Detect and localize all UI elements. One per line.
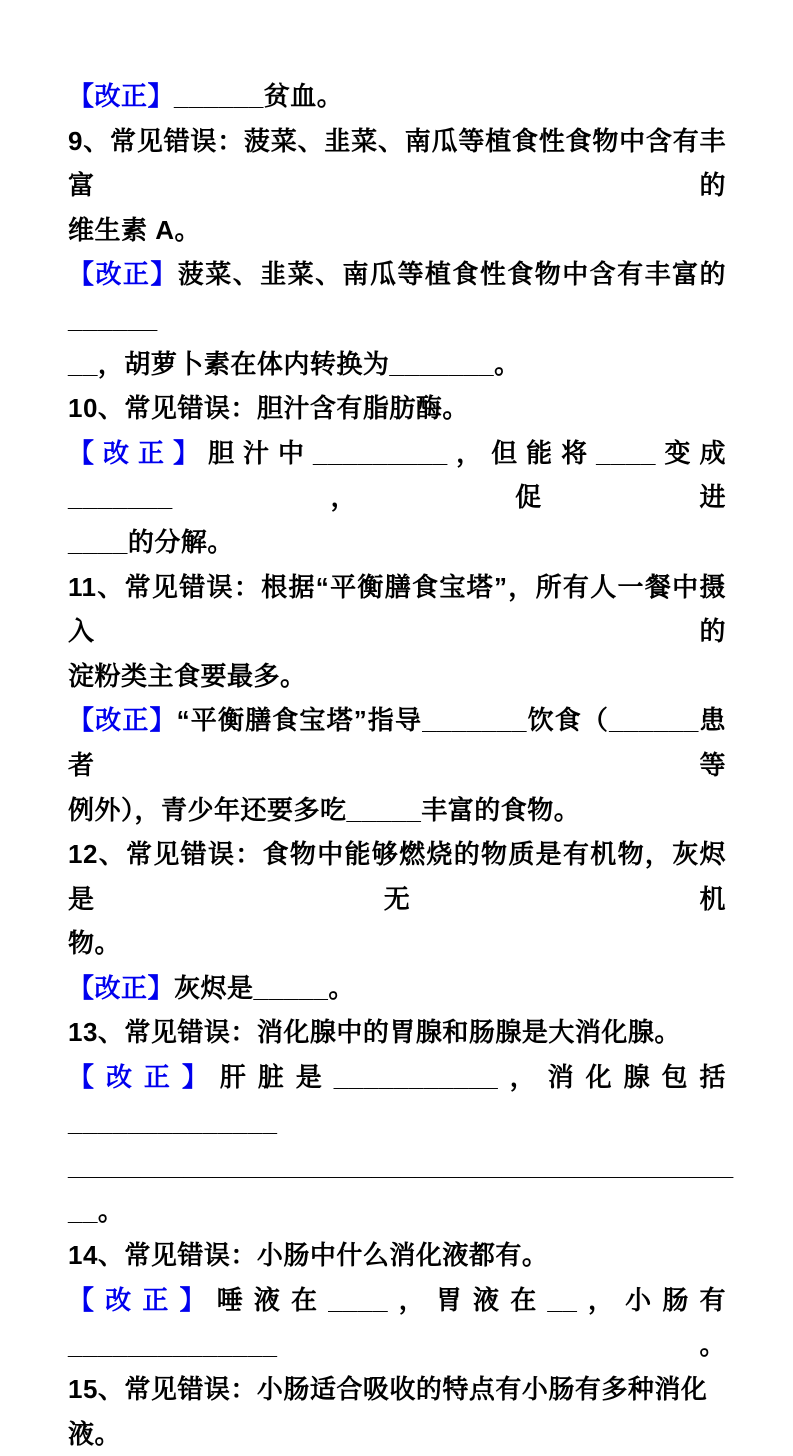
doc-line-error-15 [68, 1367, 726, 1456]
doc-line-correction-9-cont [68, 342, 726, 387]
doc-line-text: “平衡膳食宝塔”指导_______饮食（______患者等 [68, 705, 726, 780]
correction-marker: 【改正】 [68, 81, 175, 111]
doc-line-error-12 [68, 832, 726, 921]
doc-line-text: 胆汁中_________，但能将____变成_______，促进 [68, 437, 726, 513]
doc-line-text: 15、常见错误：小肠适合吸收的特点有小肠有多种消化液。 [68, 1374, 708, 1449]
doc-line-text: 物。 [68, 928, 122, 959]
doc-line-text: 灰烬是_____。 [174, 972, 355, 1003]
doc-line-error-11 [68, 565, 726, 654]
doc-line-text: 10、常见错误：胆汁含有脂肪酶。 [68, 393, 469, 424]
doc-line-correction-11-cont [68, 788, 726, 833]
doc-line-error-9-cont [68, 208, 726, 253]
doc-line-text: 9、常见错误：菠菜、韭菜、南瓜等植食性食物中含有丰富的 [68, 125, 726, 201]
doc-line-error-13 [68, 1010, 726, 1055]
doc-line-text: __，胡萝卜素在体内转换为_______。 [68, 348, 521, 379]
doc-line-text: 肝脏是___________，消化腺包括______________ [68, 1062, 726, 1137]
document-content [68, 74, 734, 1456]
correction-marker: 【改正】 [68, 437, 209, 468]
doc-line-text: 11、常见错误：根据“平衡膳食宝塔”，所有人一餐中摄入的 [68, 571, 726, 647]
doc-line-text: 14、常见错误：小肠中什么消化液都有。 [68, 1240, 549, 1271]
doc-line-text: 维生素 A。 [68, 214, 202, 245]
correction-marker: 【改正】 [68, 705, 177, 736]
doc-line-text: 菠菜、韭菜、南瓜等植食性食物中含有丰富的______ [68, 259, 726, 334]
doc-line-text: 13、常见错误：消化腺中的胃腺和肠腺是大消化腺。 [68, 1017, 681, 1048]
doc-line-text: __。 [68, 1195, 125, 1226]
correction-marker: 【改正】 [68, 259, 178, 290]
doc-line-correction-9 [68, 252, 726, 341]
doc-line-text: 唾液在____，胃液在__，小肠有______________。 [68, 1285, 726, 1360]
doc-line-correction-10-cont [68, 520, 726, 565]
doc-line-correction-10 [68, 431, 726, 520]
doc-line-text: 例外），青少年还要多吃_____丰富的食物。 [68, 794, 581, 825]
doc-line-error-12-cont [68, 921, 726, 966]
doc-line-text: 12、常见错误：食物中能够燃烧的物质是有机物，灰烬是无机 [68, 839, 726, 914]
doc-line-text: ____的分解。 [68, 526, 234, 557]
correction-marker: 【改正】 [68, 1062, 220, 1093]
doc-line-correction-11 [68, 698, 726, 787]
doc-line-text: 淀粉类主食要最多。 [68, 660, 307, 691]
doc-line-text: ______贫血。 [174, 81, 344, 111]
doc-line-correction-14 [68, 1278, 726, 1367]
doc-line-correction-13-blank [68, 1144, 734, 1189]
doc-line-correction-13 [68, 1055, 726, 1144]
doc-line-correction-12 [68, 966, 726, 1011]
doc-line-error-10 [68, 386, 726, 431]
doc-line-text: ______________________________________________ [68, 1151, 734, 1182]
doc-line-correction-13-cont [68, 1189, 726, 1234]
doc-line-error-9 [68, 119, 726, 208]
correction-marker: 【改正】 [68, 972, 175, 1003]
doc-line-correction-8 [68, 74, 726, 119]
doc-line-error-11-cont [68, 654, 726, 699]
doc-line-error-14 [68, 1233, 726, 1278]
correction-marker: 【改正】 [68, 1285, 217, 1316]
